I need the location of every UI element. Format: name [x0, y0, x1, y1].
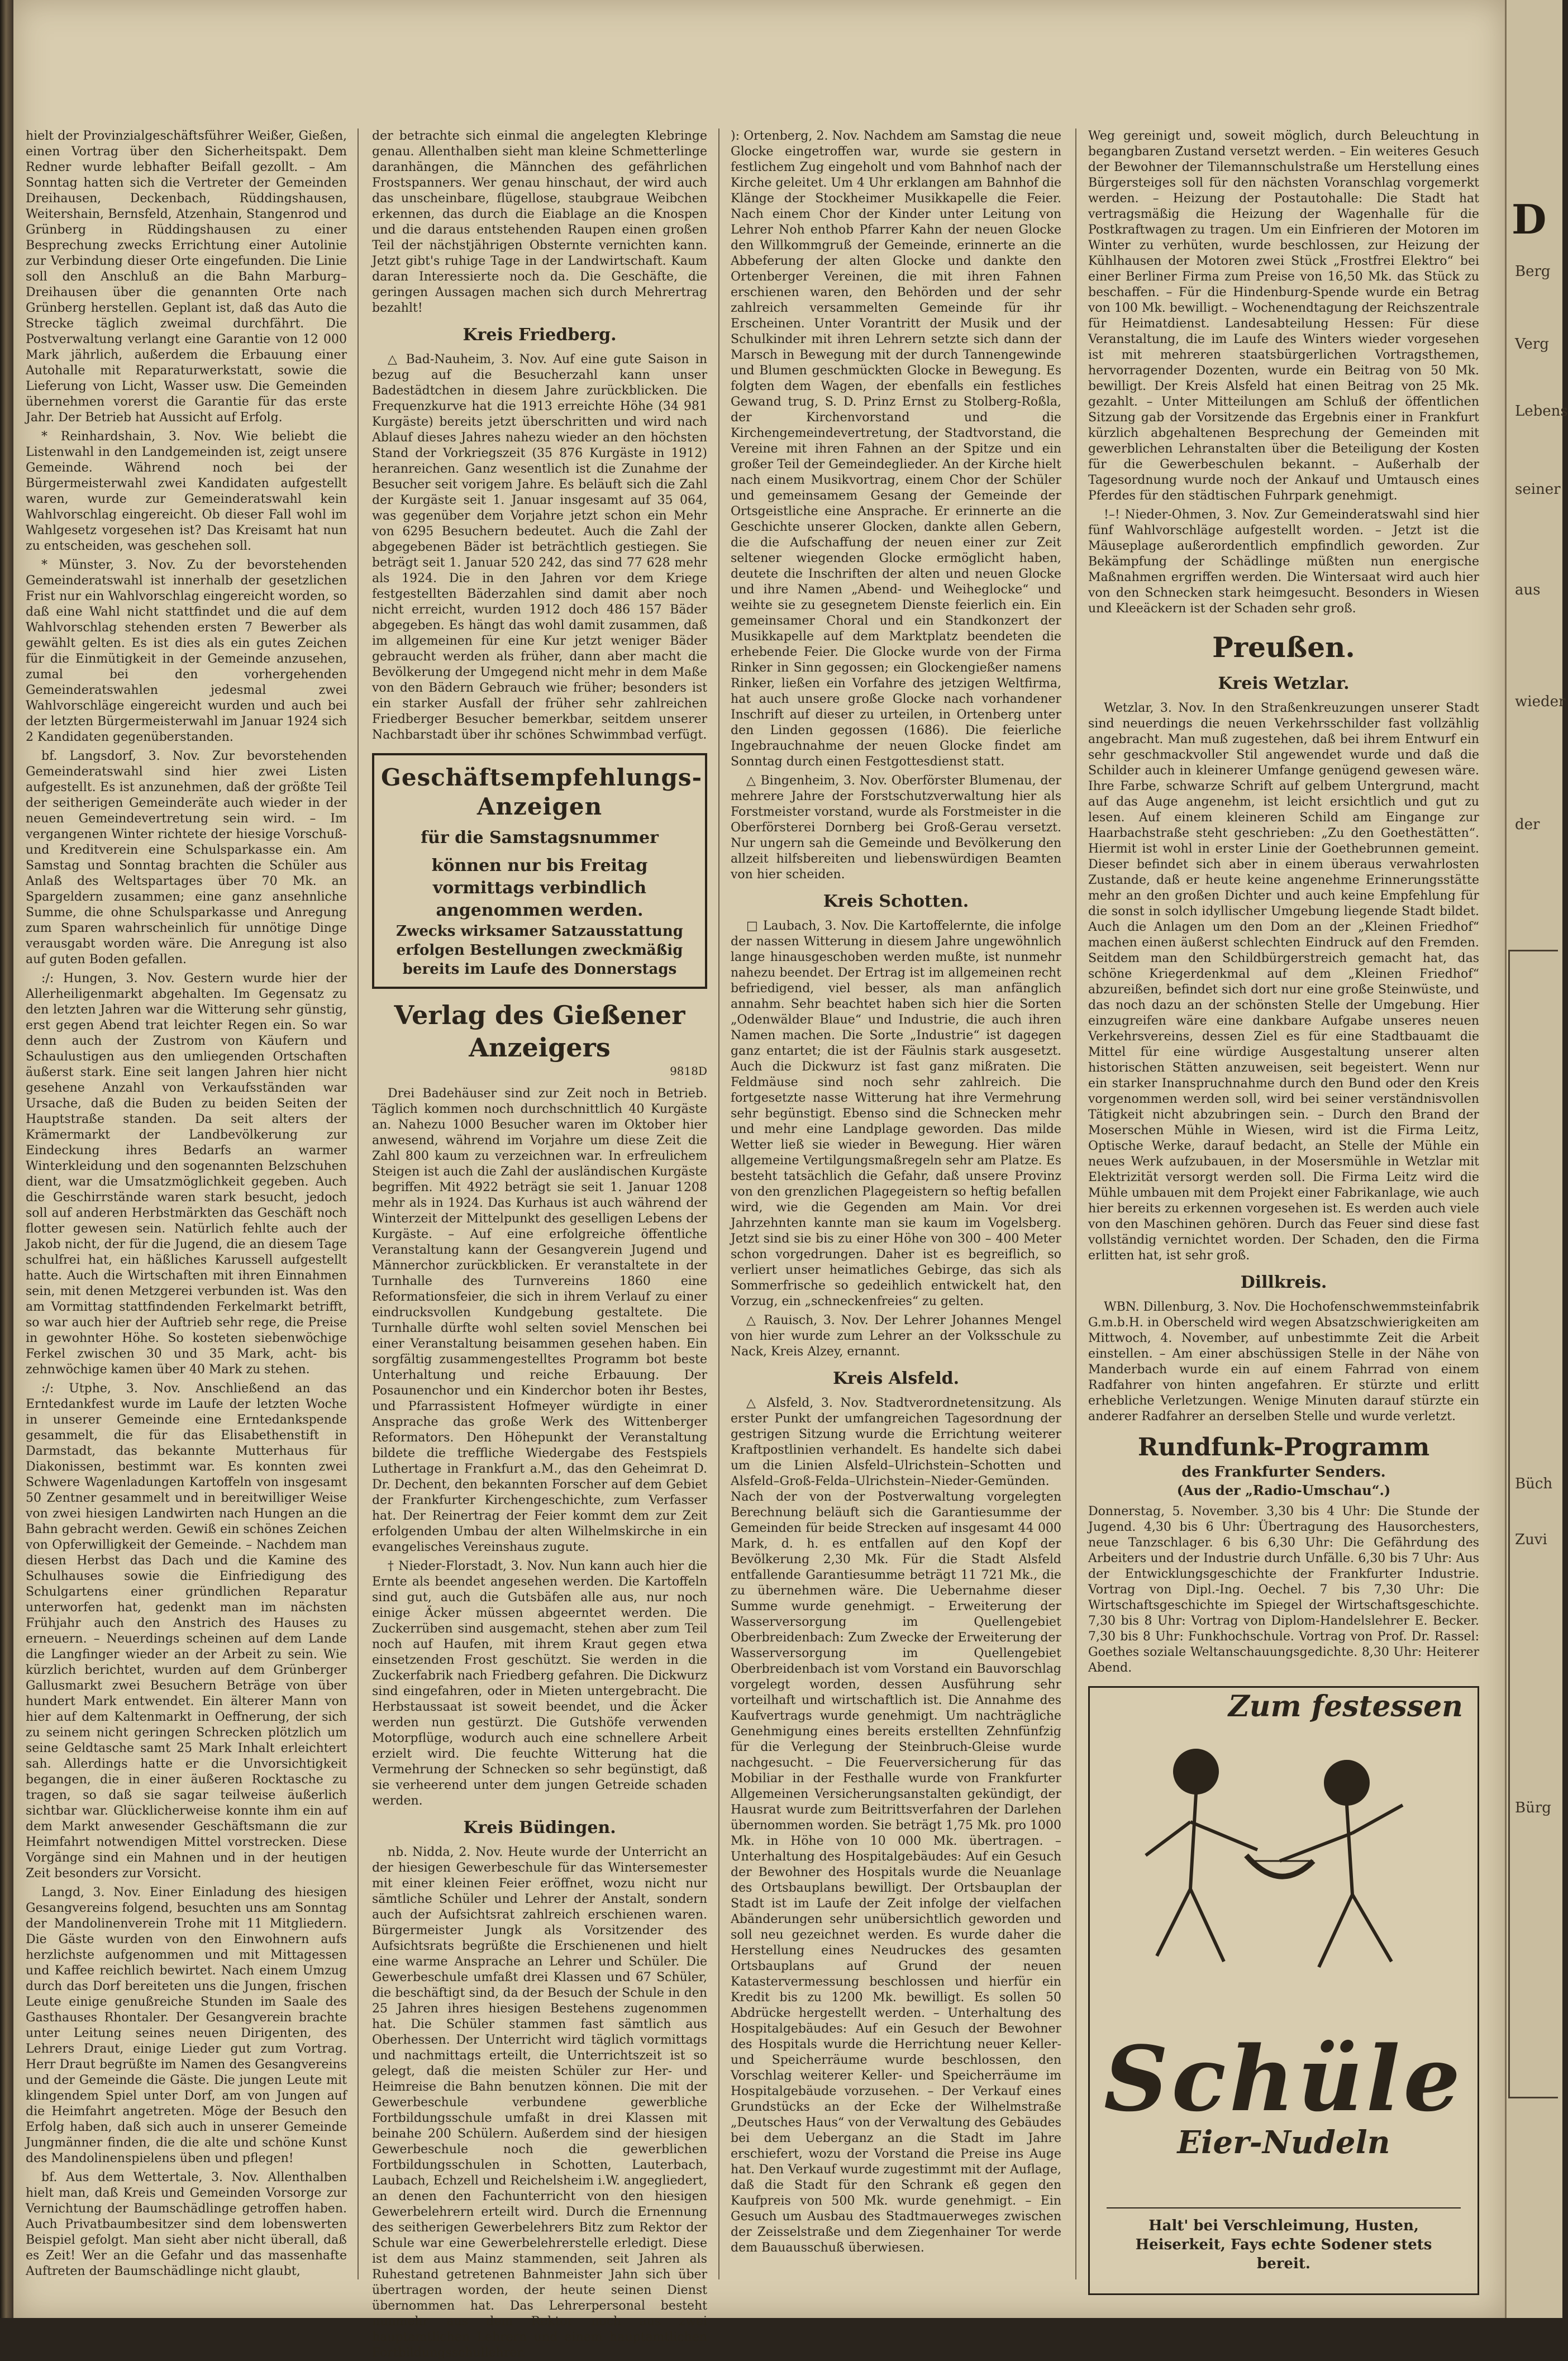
radio-source: (Aus der „Radio-Umschau“.) [1176, 1482, 1391, 1498]
article-paragraph: △ Bingenheim, 3. Nov. Oberförster Blumenau, der mehrere Jahre der Forstschutzverwaltung hier als Forstmeister vorstand, wurde als Forstmeister in die Oberförsterei Dornberg bei Groß-Gerau versetzt. Nur ungern sah die Gemeinde und Bevölkerung den allzeit hilfsbereiten und liebenswürdigen Beamten von hier scheiden. [731, 774, 1061, 882]
article-paragraph: △ Alsfeld, 3. Nov. Stadtverordnetensitzung. Als erster Punkt der umfangreichen Tagesordnung der gestrigen Sitzung wurde die Errichtung weiterer Kraftpostlinien verhandelt. Es handelte sich dabei um die Linien Alsfeld–Ulrichstein–Schotten und Alsfeld–Groß-Felda–Ulrichstein–Nieder-Gemünden. Nach der von der Postverwaltung vorgelegten Berechnung beläuft sich die Garantiesumme der Gemeinden für beide Strecken auf insgesamt 44 000 Mark, d. h. es entfallen auf den Kopf der Bevölkerung 2,30 Mk. Für die Stadt Alsfeld entfallende Garantiesumme beträgt 11 721 Mk., die zu übernehmen wäre. Die Uebernahme dieser Summe wurde genehmigt. – Erweiterung der Wasserversorgung im Quellengebiet Oberbreidenbach: Zum Zwecke der Erweiterung der Wasserversorgung im Quellengebiet Oberbreidenbach ist vom Vorstand ein Bauvorschlag vorgelegt worden, dessen Ausführung sehr vorteilhaft und wirtschaftlich ist. Die Annahme des Kaufvertrags wurde genehmigt. Um nachträgliche Genehmigung eines bereits erstellten Zehnfünfzig für die Verlegung der Steinbruch-Gleise wurde nachgesucht. – Die Feuerversicherung für das Mobiliar in der Festhalle wurde von Frankfurter Allgemeinen Versicherungsanstalten gekündigt, der Hausrat wurde zum Beitrittsverfahren der Darlehen übernommen worden. Sie beträgt 1,75 Mk. pro 1000 Mk. in Höhe von 10 000 Mk. übertragen. – Unterhaltung des Hospitalgebäudes: Auf ein Gesuch der Bewohner des Hospitals wurde die Neuanlage des Ortsbauplans bewilligt. Der Ortsbauplan der Stadt ist im Laufe der Zeit infolge der vielfachen Abänderungen sehr unübersichtlich geworden und soll neu gezeichnet werden. Es wurde daher die Herstellung eines Neudruckes des gesamten Ortsbauplans auf Grund der neuen Katastervermessung beschlossen und hierfür ein Kredit bis zu 1200 Mk. bewilligt. Es sollen 50 Abdrücke hergestellt werden. – Unterhaltung des Hospitalgebäudes: Auf ein Gesuch der Bewohner des Hospitals wurde die Herrichtung neuer Keller- und Speicherräume wurde beschlossen, den Vorschlag weiterer Keller- und Speicherräume im Hospitalgebäude vorzusehen. – Der Verkauf eines Grundstücks an der Ecke der Wilhelmstraße „Deutsches Haus“ von der Verwaltung des Gebäudes bei dem Ueberganz an die Stadt im Jahre erschiefert, wozu der Vorstand die Preise ins Auge hat. Den Verkauf wurde zugestimmt mit der Auflage, daß die Stadt für den Schrank eß gegen den Kaufpreis von 500 Mk. wurde genehmigt. – Ein Gesuch um Ausbau des Stadtmauerweges zwischen der Zeisselstraße und dem Ziegenhainer Tor werde dem Bauausschuß überwiesen. [731, 1396, 1061, 2255]
article-paragraph: * Münster, 3. Nov. Zu der bevorstehenden Gemeinderatswahl ist innerhalb der gesetzlichen Frist nur ein Wahlvorschlag eingereicht worden, so daß eine Wahl nicht stattfindet und die auf dem Wahlvorschlag stehenden ersten 7 Bewerber als gewählt gelten. Es ist dies als ein gutes Zeichen für die Einmütigkeit in der Gemeinde anzusehen, zumal bei den vorhergehenden Gemeinderatswahlen jedesmal zwei Wahlvorschläge eingereicht wurden und auch bei der letzten Bürgermeisterwahl im Januar 1924 sich 2 Kandidaten gegenüberstanden. [26, 558, 347, 744]
adjacent-text-fragment: Büch [1515, 1475, 1553, 1492]
section-heading-wetzlar: Kreis Wetzlar. [1218, 674, 1350, 693]
section-heading-dillkreis: Dillkreis. [1240, 1273, 1327, 1292]
section-heading-buedingen: Kreis Büdingen. [463, 1818, 616, 1838]
adjacent-text-fragment: Verg [1515, 336, 1549, 353]
article-paragraph: hielt der Provinzialgeschäftsführer Weißer, Gießen, einen Vortrag über den Sicherheitspakt. Dem Redner wurde lebhafter Beifall gezollt. – Am Sonntag hatten sich die Vertreter der Gemeinden Dreihausen, Deckenbach, Rüddingshausen, Weitershain, Bernsfeld, Atzenhain, Stangenrod und Grünberg in Rüddingshausen zu einer Besprechung zwecks Errichtung einer Autolinie zur Verbindung dieser Orte eingefunden. Die Linie soll den Anschluß an die Bahn Marburg–Dreihausen über die genannten Orte nach Grünberg herstellen. Geplant ist, daß das Auto die Strecke täglich zweimal durchfährt. Die Postverwaltung verlangt eine Garantie von 12 000 Mark jährlich, außerdem die Erbauung einer Autohalle mit Reparaturwerkstatt, sowie die Lieferung von Licht, Wasser usw. Die Gemeinden übernehmen vorerst die Garantie für das erste Jahr. Der Betrieb hat Aussicht auf Erfolg. [26, 129, 347, 425]
article-paragraph: bf. Aus dem Wettertale, 3. Nov. Allenthalben hielt man, daß Kreis und Gemeinden Vorsorge zur Vernichtung der Baumschädlinge getroffen haben. Auch Privatbaumbesitzer sind dem lobenswerten Beispiel gefolgt. Man sieht aber nicht überall, daß es Zeit! Wer an die Gefahr und das massenhafte Auftreten der Baumschädlinge nicht glaubt, [26, 2170, 347, 2278]
adjacent-text-fragment: seiner [1515, 481, 1561, 498]
ad-line: für die Samstagsnummer [421, 828, 659, 848]
column-2 [372, 128, 707, 2360]
article-paragraph: * Reinhardshain, 3. Nov. Wie beliebt die Listenwahl in den Landgemeinden ist, zeigt unsere Gemeinde. Während noch bei der Bürgermeisterwahl zwei Kandidaten aufgestellt waren, wurde zur Gemeinderatswahl kein Wahlvorschlag eingereicht. Ob dieser Fall wohl im Wahlgesetz vorgesehen ist? Das Kreisamt hat nun zu entscheiden, was geschehen soll. [26, 430, 347, 553]
section-heading-preussen: Preußen. [1212, 631, 1355, 664]
ad-code: 9818D [670, 1064, 707, 1078]
article-paragraph: † Nieder-Florstadt, 3. Nov. Nun kann auch hier die Ernte als beendet angesehen werden. Die Kartoffeln sind gut, auch die Gutsbäfen alle aus, nur noch einige Äcker müssen abgeerntet werden. Die Zuckerrüben sind ausgemacht, stehen aber zum Teil noch auf Haufen, mit ihrem Kraut gegen etwa einsetzenden Frost geschützt. Sie werden in die Zuckerfabrik nach Friedberg gefahren. Die Dickwurz sind eingefahren, oder in Mieten untergebracht. Die Herbstaussaat ist soweit beendet, und die Äcker werden nun gestürzt. Die Gutshöfe verwenden Motorpflüge, wodurch auch eine schnellere Arbeit erzielt wird. Die feuchte Witterung hat die Vermehrung der Schnecken so sehr begünstigt, daß sie verheerend unter dem jungen Getreide schaden werden. [372, 1559, 707, 1808]
article-paragraph: bf. Langsdorf, 3. Nov. Zur bevorstehenden Gemeinderatswahl sind hier zwei Listen aufgestellt. Es ist anzunehmen, daß der größte Teil der seitherigen Gemeinderäte auch wieder in der neuen Gemeindevertretung sein wird. – Im vergangenen Winter richtete der hiesige Vorschuß- und Kreditverein eine Schulsparkasse ein. Am Samstag und Sonntag brachten die Schüler aus Anlaß des Weltspartages über 70 Mk. an Spargeldern zusammen; eine ganz ansehnliche Summe, die ohne Schulsparkasse und Anregung zum Sparen wahrscheinlich für unnötige Dinge verausgabt worden wäre. Die Anregung ist also auf guten Boden gefallen. [26, 749, 347, 967]
publisher-notice: Verlag des Gießener Anzeigers [394, 1000, 685, 1063]
adjacent-page-box [1508, 950, 1558, 2098]
column-3 [731, 128, 1061, 2285]
column-rule [358, 128, 359, 2279]
ad-product: Eier-Nudeln [1177, 2124, 1390, 2161]
radio-program [1088, 1432, 1479, 1676]
article-paragraph: der betrachte sich einmal die angelegten Klebringe genau. Allenthalben sieht man kleine Schmetterlinge daranhängen, die Männchen des gefährlichen Frostspanners. Wer genau hinschaut, der wird auch das unscheinbare, flügellose, staubgraue Weibchen erkennen, das durch die Eiablage an die Knospen und die daraus entstehenden Raupen einen großen Teil der nächstjährigen Obsternte vernichten kann. Jetzt gibt's ruhige Tage in der Landwirtschaft. Kaum daran Interessierte noch da. Die Geschäfte, die geringen Aussagen machen sich durch Mehrertrag bezahlt! [372, 129, 707, 315]
article-paragraph: :/: Hungen, 3. Nov. Gestern wurde hier der Allerheiligenmarkt abgehalten. Im Gegensatz zu den letzten Jahren war die Witterung sehr günstig, erst gegen Abend trat leichter Regen ein. So war denn auch der Zustrom von Käufern und Schaulustigen aus den umliegenden Ortschaften äußerst stark. Eine seit langen Jahren hier nicht gesehene Anzahl von Verkaufsständen war Ursache, daß die Buden zu beiden Seiten der Hauptstraße standen. Da seit alters der Krämermarkt der Landbevölkerung zur Eindeckung ihres Bedarfs an warmer Winterkleidung und den sogenannten Belzschuhen dient, war die Umsatzmöglichkeit gegeben. Auch die Geschirrstände waren stark besucht, jedoch soll auf anderen Herbstmärkten das Geschäft noch flotter gewesen sein. Natürlich fehlte auch der Jakob nicht, der für die Jugend, die an diesem Tage schulfrei hat, ein häßliches Karussell aufgestellt hatte. Auch die Wirtschaften mit ihren Einnahmen sein, mit denen Metzgerei verbunden ist. Was den am Vormittag stattfindenden Ferkelmarkt betrifft, so war auch hier der Auftrieb sehr rege, die Preise in gewohnter Höhe. So kosteten siebenwöchige Ferkel zwischen 30 und 35 Mark, acht- bis zehnwöchige kamen über 40 Mark zu stehen. [26, 972, 347, 1377]
adjacent-text-fragment: Berg [1515, 263, 1551, 280]
article-paragraph: △ Rauisch, 3. Nov. Der Lehrer Johannes Mengel von hier wurde zum Lehrer an der Volksschule zu Nack, Kreis Alzey, ernannt. [731, 1313, 1061, 1359]
adjacent-text-fragment: Bürg [1515, 1800, 1551, 1816]
column-rule [718, 128, 719, 2279]
section-heading-alsfeld: Kreis Alsfeld. [832, 1369, 960, 1388]
adjacent-text-fragment: wieder [1515, 693, 1566, 710]
article-paragraph: WBN. Dillenburg, 3. Nov. Die Hochofenschwemmsteinfabrik G.m.b.H. in Oberscheld wird wegen Absatzschwierigkeiten am Mittwoch, 4. November, auf unbestimmte Zeit die Arbeit einstellen. – Am einer abschüssigen Stelle in der Nähe von Manderbach wurde ein auf einem Fahrrad von einem Radfahrer von hinten angefahren. Er stürzte und erlitt erhebliche Verletzungen. Wenige Minuten darauf stürzte ein anderer Radfahrer an derselben Stelle und wurde verletzt. [1088, 1300, 1479, 1424]
cook-figures-illustration [1112, 1721, 1447, 2034]
ad-line: Zwecks wirksamer Satzausstattung erfolgen Bestellungen zweckmäßig bereits im Laufe des Donnerstags [396, 923, 683, 978]
adjacent-text-fragment: Lebens [1515, 403, 1568, 420]
adjacent-text-fragment: aus [1515, 582, 1541, 598]
article-paragraph: Wetzlar, 3. Nov. In den Straßenkreuzungen unserer Stadt sind neuerdings die neuen Verkehrsschilder fast vollzählig angebracht. Man muß zugestehen, daß bei ihrem Entwurf ein sehr geschmackvoller Stil angewendet wurde und daß die Schilder auch in kleinerer Umfange genügend gewesen wäre. Ihre Farbe, schwarze Schrift auf gelbem Untergrund, macht auf das Auge angenehm, ist leicht ersichtlich und gut zu lesen. Auf einem kleineren Schild am Eingange zur Haarbachstraße steht geschrieben: „Zu den Goethestätten“. Hiermit ist wohl in erster Linie der Goethebrunnen gemeint. Dieser befindet sich aber in einem überaus verwahrlosten Zustande, daß er heute keine angenehme Erinnerungsstätte mehr an den großen Dichter und auch keine Empfehlung für die sonst in solch idyllischer Umgebung liegende Stadt bildet. Auch die Anlagen um den Dom an der „Kleinen Friedhof“ machen einen äußerst schlechten Eindruck auf den Fremden. Seitdem man den Schildbürgerstreich gemacht hat, das schöne Kriegerdenkmal auf dem „Kleinen Friedhof“ abzureißen, befindet sich dort nur eine große Steinwüste, und das noch dazu an der schönsten Stelle der Umgebung. Hier einzugreifen wäre eine dankbare Aufgabe unseres neuen Verkehrsvereins, dessen Ziel es für eine Stadtbauamt die Mittel für eine würdige Ausgestaltung unserer alten historischen Stätten anzuweisen, seit begeistert. Wenn nur ein starker Inanspruchnahme durch den Bund oder den Kreis vorgenommen werden soll, wird bei seiner verständnisvollen Tätigkeit nicht abzubringen sein. – Durch den Brand der Moserschen Mühle in Wiesen, wird ist die Firma Leitz, Optische Werke, darauf bedacht, an Stelle der Mühle ein neues Werk aufzubauen, in der Mosersmühle in Wetzlar mit Elektrizität versorgt werden soll. Die Firma Leitz wird die Mühle umbauen mit dem Projekt einer Fabrikanlage, wie auch hier bereits zu erkennen vorgesehen ist. Es werden auch viele von den Maschinen gehören. Durch das Feuer sind diese fast vollständig vernichtet worden. Der Schaden, den die Firma erlitten hat, ist sehr groß. [1088, 701, 1479, 1263]
radio-schedule: Donnerstag, 5. November. 3,30 bis 4 Uhr: Die Stunde der Jugend. 4,30 bis 6 Uhr: Übertragung des Hausorchesters, neue Tanzschlager. 6 bis 6,30 Uhr: Die Gefährdung des Arbeiters und der Industrie durch Unfälle. 6,30 bis 7 Uhr: Aus der Entwicklungsgeschichte der Frankfurter Industrie. Vortrag von Dipl.-Ing. Oechel. 7 bis 7,30 Uhr: Die Wirtschaftsgeschichte im Spiegel der Wirtschaftsgeschichte. 7,30 bis 8 Uhr: Vortrag von Diplom-Handelslehrer E. Becker. 7,30 bis 8 Uhr: Funkhochschule. Vortrag von Prof. Dr. Rassel: Goethes soziale Weltanschauungsgedichte. 8,30 Uhr: Heiterer Abend. [1088, 1505, 1479, 1675]
article-paragraph: Drei Badehäuser sind zur Zeit noch in Betrieb. Täglich kommen noch durchschnittlich 40 Kurgäste an. Nahezu 1000 Besucher waren im Oktober hier anwesend, während im Vorjahre um diese Zeit die Zahl 800 kaum zu verzeichnen war. In erfreulichem Steigen ist auch die Zahl der ausländischen Kurgäste begriffen. Mit 4922 beträgt sie seit 1. Januar 1208 mehr als in 1924. Das Kurhaus ist auch während der Winterzeit der Mittelpunkt des geselligen Lebens der Kurgäste. – Auf eine erfolgreiche öffentliche Veranstaltung kann der Gesangverein Jugend und Männerchor zurückblicken. Er veranstaltete in der Turnhalle des Turnvereins 1860 eine Reformationsfeier, die sich in ihrem Verlauf zu einer eindrucksvollen Kundgebung gestaltete. Die Turnhalle dürfte wohl selten soviel Menschen bei einer Veranstaltung beisammen gesehen haben. Ein sorgfältig zusammengestelltes Programm bot beste Unterhaltung und reiche Erbauung. Der Posaunenchor und ein Kinderchor boten ihr Bestes, und Pfarrassistent Hofmeyer würdigte in einer Ansprache das große Werk des Wittenberger Reformators. Den Höhepunkt der Veranstaltung bildete die treffliche Wiedergabe des Festspiels Luthertage in Frankfurt a.M., das den Geheimrat D. Dr. Dechent, den bekannten Forscher auf dem Gebiet der Frankfurter Kirchengeschichte, zum Verfasser hat. Der Reinertrag der Feier kommt dem zur Zeit erfolgenden Umbau der alten Wilhelmskirche in ein evangelisches Vereinshaus zugute. [372, 1087, 707, 1554]
radio-subtitle: des Frankfurter Senders. [1181, 1464, 1386, 1481]
adjacent-text-fragment: Zuvi [1515, 1531, 1547, 1548]
article-paragraph: □ Laubach, 3. Nov. Die Kartoffelernte, die infolge der nassen Witterung in diesem Jahre ungewöhnlich lange hinausgeschoben werden mußte, ist nunmehr nahezu beendet. Der Ertrag ist im allgemeinen recht befriedigend, viel besser, als man anfänglich annahm. Sehr beachtet haben sich hier die Sorten „Odenwälder Blaue“ und Industrie, die auch ihren Namen machen. Die Sorte „Industrie“ ist dagegen ganz entartet; die ist der Fäulnis stark ausgesetzt. Auch die Dickwurz ist fast ganz mißraten. Die Feldmäuse sind noch sehr zahlreich. Die fortgesetzte nasse Witterung hat ihre Vermehrung sehr begünstigt. Ebenso sind die Schnecken mehr und mehr eine Landplage geworden. Das milde Wetter ließ sie wieder in Bewegung. Hier wären allgemeine Vertilgungsmaßregeln sehr am Platze. Es besteht tatsächlich die Gefahr, daß unsere Provinz von den grenzlichen Plagegeistern so heftig befallen wird, wie die Gegenden am Main. Vor drei Jahrzehnten kannte man sie kaum im Vogelsberg. Jetzt sind sie bis zu einer Höhe von 300 – 400 Meter schon vorgedrungen. Daher ist es begreiflich, so verliert unser heimatliches Gebirge, das sich als Sommerfrische so gedeihlich entwickelt hat, den Vorzug, ein „schneckenfreies“ zu gelten. [731, 919, 1061, 1308]
schuele-advertisement [1088, 1686, 1479, 2295]
article-paragraph: Langd, 3. Nov. Einer Einladung des hiesigen Gesangvereins folgend, besuchten uns am Sonntag der Mandolinenverein Trohe mit 11 Mitgliedern. Die Gäste wurden von den Einwohnern aufs herzlichste aufgenommen und mit Mittagessen und Kaffee reichlich bewirtet. Nach einem Umzug durch das Dorf bereiteten uns die Jungen, frischen Leute einige genußreiche Stunden im Saale des Gasthauses Rhontaler. Der Gesangverein brachte unter Leitung seines neuen Dirigenten, des Lehrers Draut, einige Lieder gut zum Vortrag. Herr Draut begrüßte im Namen des Gesangvereins und der Gemeinde die Gäste. Die jungen Leute mit klingendem Spiel unter Dorf, am von Jungen auf die Heimfahrt angetreten. Möge der Besuch den Erfolg haben, daß sich auch in unserer Gemeinde Jungmänner finden, die die alte und schöne Kunst des Mandolinenspielens üben und pflegen! [26, 1886, 347, 2165]
column-rule [1075, 128, 1076, 2279]
ad-line: können nur bis Freitag vormittags verbindlich angenommen werden. [431, 856, 648, 920]
article-paragraph: ): Ortenberg, 2. Nov. Nachdem am Samstag die neue Glocke eingetroffen war, wurde sie gestern in festlichem Zug eingeholt und vom Bahnhof nach der Kirche geleitet. Um 4 Uhr erklangen am Bahnhof die Klänge der Stockheimer Musikkapelle die Feier. Nach einem Chor der Kinder unter Leitung von Lehrer Noh enthob Pfarrer Kahn der neuen Glocke den Willkommgruß der Gemeinde, erinnerte an die Abbeferung der alten Glocke und dankte den Ortenberger Vereinen, die mit ihren Fahnen erschienen waren, den Behörden und der sehr zahlreich versammelten Gemeinde für ihr Erscheinen. Unter Vorantritt der Musik und der Schulkinder mit ihren Lehrern setzte sich dann der Marsch in Bewegung mit der durch Tannengewinde und Blumen geschmückten Glocke in Bewegung. Es folgten dem Wagen, der ebenfalls ein festliches Gewand trug, S. D. Prinz Ernst zu Stolberg-Roßla, der Kirchenvorstand und die Kirchengemeindevertretung, der Stadtvorstand, die Vereine mit ihren Fahnen an der Spitze und ein großer Teil der Gemeindeglieder. An der Kirche hielt nach einem Musikvortrag, einem Chor der Schüler und gemeinsamem Gesang der Gemeinde der Ortsgeistliche eine Ansprache. Er erinnerte an die Geschichte unserer Glocken, dankte allen Gebern, die die Aufschaffung der neuen einer zur Zeit seltener wiegenden Glocke ermöglicht haben, deutete die Inschriften der alten und neuen Glocke und ihre Namen „Abend- und Weiheglocke“ und weihte sie zu gesegnetem Dienste feierlich ein. Ein gemeinsamer Choral und ein Standkonzert der Musikkapelle auf dem Marktplatz beendeten die erhebende Feier. Die Glocke wurde von der Firma Rinker in Sinn gegossen; ein Glockengießer namens Rinker, ließen ein Vorfahre des jetzigen Weltfirma, hat auch unsere große Glocke nach vorhandener Inschrift auf dieser zu urteilen, in Ortenberg unter den Linden gegossen (1686). Die feierliche Ingebrauchnahme der neuen Glocke findet am Sonntag durch einen Festgottesdienst statt. [731, 129, 1061, 769]
section-heading-friedberg: Kreis Friedberg. [463, 325, 617, 345]
article-paragraph: nb. Nidda, 2. Nov. Heute wurde der Unterricht an der hiesigen Gewerbeschule für das Wintersemester mit einer kleinen Feier eröffnet, wozu nicht nur sämtliche Schüler und Lehrer der Anstalt, sondern auch der Aufsichtsrat zahlreich erschienen waren. Bürgermeister Jungk als Vorsitzender des Aufsichtsrats begrüßte die Erschienenen und hielt eine warme Ansprache an Lehrer und Schüler. Die Gewerbeschule umfaßt drei Klassen und 67 Schüler, die beschäftigt sind, da der Besuch der Schule in den 25 Jahren ihres hiesigen Bestehens zugenommen hat. Die Schüler stammen fast sämtlich aus Oberhessen. Der Unterricht wird täglich vormittags und nachmittags erteilt, die Unterrichtszeit ist so gelegt, daß die meisten Schüler zur Her- und Heimreise die Bahn benutzen können. Die mit der Gewerbeschule verbundene gewerbliche Fortbildungsschule umfaßt in drei Klassen mit beinahe 200 Schülern. Außerdem sind der hiesigen Gewerbeschule noch die gewerblichen Fortbildungsschulen in Schotten, Lauterbach, Laubach, Echzell und Reichelsheim i.W. angegliedert, an denen den Fachunterricht von den hiesigen Gewerbelehrern erteilt wird. Durch die Ernennung des seitherigen Gewerbelehrers Bitz zum Rektor der Schule war eine Gewerbelehrerstelle erledigt. Diese ist dem aus Mainz stammenden, seit Jahren als Ruhestand getretenen Bahnmeister Jahn sich über übertragen worden, der heute seinen Dienst übernommen hat. Das Lehrerpersonal besteht nunmehr aus dem Rektor noch aus zwei hauptamtlichen Lehrern und einem hauptamtlichen Fortbildungsschullehrer. [372, 1845, 707, 2360]
adjacent-text-fragment: der [1515, 816, 1540, 833]
ad-tagline: Zum festessen [1228, 1689, 1463, 1724]
book-spine [0, 0, 13, 2318]
article-paragraph: !–! Nieder-Ohmen, 3. Nov. Zur Gemeinderatswahl sind hier fünf Wahlvorschläge aufgestellt worden. – Jetzt ist die Mäuseplage außerordentlich empfindlich geworden. Zur Bekämpfung der Schädlinge müßten nun energische Maßnahmen ergriffen werden. Die Wintersaat wird auch hier von den Schnecken stark heimgesucht. Besonders in Wiesen und Kleeäckern ist der Schaden sehr groß. [1088, 508, 1479, 616]
section-heading-schotten: Kreis Schotten. [823, 892, 969, 911]
ad-note: Halt' bei Verschleimung, Husten, Heiserkeit, Fays echte Sodener stets bereit. [1107, 2207, 1461, 2273]
article-paragraph: △ Bad-Nauheim, 3. Nov. Auf eine gute Saison in bezug auf die Besucherzahl kann unser Badestädtchen in diesem Jahre zurückblicken. Die Frequenzkurve hat die 1913 erreichte Höhe (34 981 Kurgäste) bereits jetzt überschritten und wird nach Ablauf dieses Jahres nahezu wieder an den höchsten Stand der Vorkriegszeit (35 876 Kurgäste in 1912) heranreichen. Ganz wesentlich ist die Zunahme der Besucher seit vorigem Jahre. Es beläuft sich die Zahl der Kurgäste seit 1. Januar insgesamt auf 35 064, was gegenüber dem Vorjahre jetzt schon ein Mehr von 6295 Besuchern bedeutet. Auch die Zahl der abgegebenen Bäder ist beträchtlich gestiegen. Sie beträgt seit 1. Januar 520 242, das sind 77 628 mehr als 1924. Die in den Jahren vor dem Kriege festgestellten Bäderzahlen sind damit aber noch nicht erreicht, wurden 1912 doch 486 157 Bäder abgegeben. Es hängt das wohl damit zusammen, daß im allgemeinen für eine Kur jetzt weniger Bäder gebraucht werden als früher, dann aber macht die Bevölkerung der Umgegend nicht mehr in dem Maße von den Bädern Gebrauch wie früher; besonders ist ein starker Ausfall der früher sehr zahlreichen Friedberger Besucher bemerkbar, seitdem unserer Nachbarstadt über ihr schönes Schwimmbad verfügt. [372, 353, 707, 742]
radio-title: Rundfunk-Programm [1137, 1433, 1430, 1462]
advertisement-box [372, 753, 707, 989]
article-paragraph: :/: Utphe, 3. Nov. Anschließend an das Erntedankfest wurde im Laufe der letzten Woche in unserer Gemeinde eine Erntedankspende gesammelt, die für das Elisabethenstift in Darmstadt, das bekannte Mutterhaus für Diakonissen, bestimmt war. Es konnten zwei Schwere Wagenladungen Kartoffeln von insgesamt 50 Zentner gesammelt und in bereitwilliger Weise von zwei hiesigen Landwirten nach Hungen an die Bahn gebracht werden. Gewiß ein schönes Zeichen von Opferwilligkeit der Gemeinde. – Nachdem man diesen Herbst das Dach und die Kamine des Schulhauses sowie die Einfriedigung des Schulgartens einer gründlichen Reparatur unterworfen hat, gedenkt man im nächsten Frühjahr auch den Anstrich des Hauses zu erneuern. – Neuerdings scheinen auf dem Lande die Langfinger wieder an der Arbeit zu sein. Wie kürzlich berichtet, wurden auf dem Grünberger Gallusmarkt zwei Besuchern Beträge von über hundert Mark entwendet. Ein älterer Mann von hier auf dem Kaltenmarkt in Oeffnerung, der sich zu seinem nicht geringen Schrecken plötzlich um seine Geldtasche samt 25 Mark Inhalt erleichtert sah. Allerdings hatte er die Unvorsichtigkeit begangen, die in einer äußeren Rocktasche zu tragen, so daß sie sagar teilweise äußerlich sichtbar war. Glücklicherweise konnte ihm ein auf dem Markt anwesender Geschäftsmann die zur Heimfahrt notwendigen Mittel vorstrecken. Diese Vorgänge sind ein Mahnen und in der heutigen Zeit besonders zur Vorsicht. [26, 1382, 347, 1881]
ad-title: Geschäftsempfehlungs-Anzeigen [381, 764, 702, 820]
article-paragraph: Weg gereinigt und, soweit möglich, durch Beleuchtung in begangbaren Zustand versetzt werden. – Ein weiteres Gesuch der Bewohner der Tilemannschulstraße um Herstellung eines Bürgersteiges soll für den nächsten Voranschlag vorgemerkt werden. – Heizung der Postautohalle: Die Stadt hat vertragsmäßig die Heizung der Wagenhalle für die Postkraftwagen zu tragen. Um ein Einfrieren der Motoren im Winter zu verhüten, wurde beschlossen, zur Heizung der Kühlhausen der Motoren zwei Stück „Frostfrei Elektro“ bei einer Berliner Firma zum Preise von 16,50 Mk. das Stück zu beschaffen. – Für die Hindenburg-Spende wurde ein Betrag von 100 Mk. bewilligt. – Wochenendtagung der Reichszentrale für Heimatdienst. Landesabteilung Hessen: Für diese Veranstaltung, die im Laufe des Winters wieder vorgesehen ist mit mehreren staatsbürgerlichen Vortragsthemen, hervorragender Dozenten, wurde ein Beitrag von 50 Mk. bewilligt. Der Kreis Alsfeld hat einen Beitrag von 25 Mk. gezahlt. – Unter Mitteilungen am Schluß der öffentlichen Sitzung gab der Vorsitzende das Ergebnis einer in Frankfurt kürzlich abgehaltenen Besprechung der Gemeinden mit gewerblichen Lehranstalten über die Beteiligung der Kosten für die Gewerbeschulen bekannt. – Außerhalb der Tagesordnung wurde noch der Ankauf und Umtausch eines Pferdes für den städtischen Fuhrpark genehmigt. [1088, 129, 1479, 503]
ad-brand: Schüle [1103, 2026, 1464, 2131]
column-4 [1088, 128, 1479, 2285]
column-1 [26, 128, 347, 2285]
adjacent-page-heading: D [1512, 196, 1547, 243]
